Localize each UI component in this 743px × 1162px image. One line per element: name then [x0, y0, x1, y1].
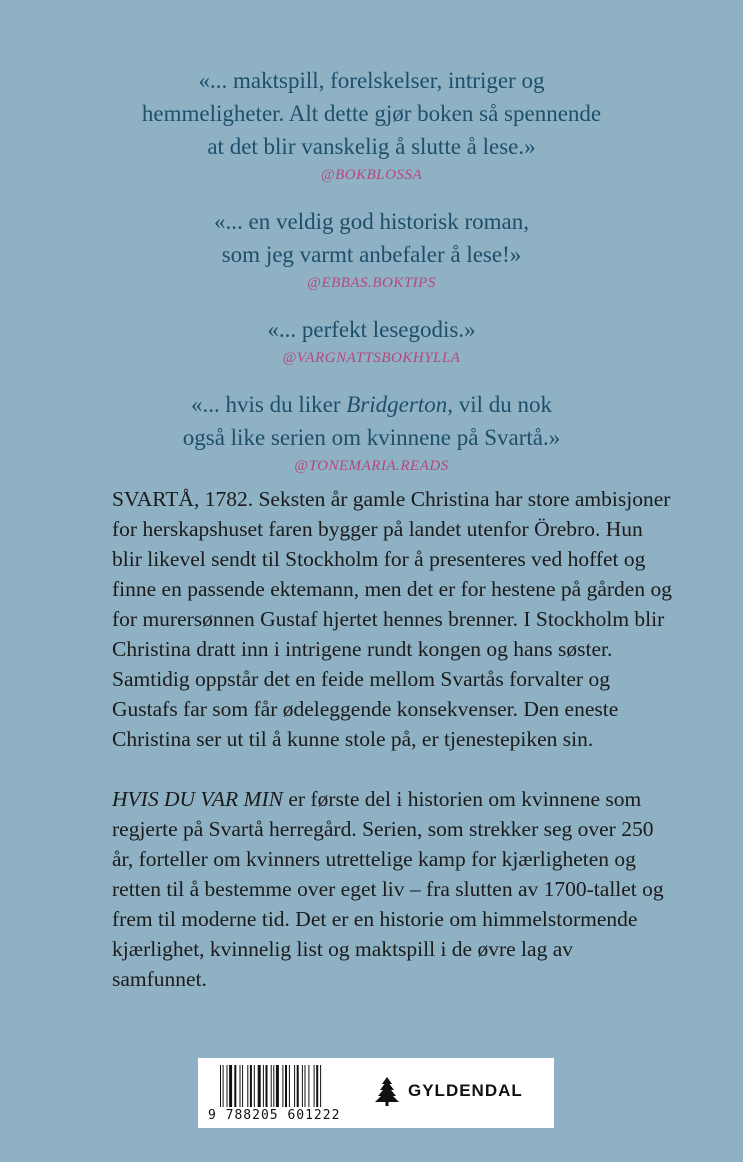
barcode-bar — [308, 1065, 309, 1107]
review-text: «... hvis du liker — [191, 392, 347, 417]
review-line: «... maktspill, forelskelser, intriger og — [198, 68, 545, 93]
book-description — [112, 484, 672, 994]
description-text: er første del i historien om kvinnene som regjerte på Svartå herregård. Serien, som strekker seg over 250 år, forteller om kvinners utrettelige kamp for kjærligheten og retten til å bestemme over eget liv – fra slutten av 1700-tallet og frem til moderne tid. Det er en historie om himmelstormende kjærlighet, kvinnelig list og maktspill i de øvre lag av samfunnet. — [112, 787, 664, 991]
barcode-bar — [302, 1065, 303, 1107]
barcode-bar — [305, 1065, 306, 1107]
barcode-bar — [285, 1065, 287, 1107]
barcode-bar — [276, 1065, 279, 1107]
barcode-bar — [320, 1065, 321, 1107]
review-1 — [0, 64, 743, 187]
barcode-bar — [220, 1065, 221, 1107]
barcode-bar — [282, 1065, 283, 1107]
barcode-bar — [247, 1065, 248, 1107]
review-2 — [0, 205, 743, 295]
barcode-bar — [273, 1065, 274, 1107]
barcode-bar — [289, 1065, 290, 1107]
review-line: «... perfekt lesegodis.» — [267, 317, 476, 342]
publisher-logo — [374, 1076, 523, 1106]
reviewer-handle: @TONEMARIA.READS — [294, 458, 449, 474]
review-line: at det blir vanskelig å slutte å lese.» — [207, 134, 536, 159]
reviewer-handle: @EBBAS.BOKTIPS — [307, 275, 436, 291]
barcode-bar — [234, 1065, 236, 1107]
barcode-bar — [250, 1065, 252, 1107]
review-quotes — [0, 64, 743, 496]
barcode-bar — [263, 1065, 264, 1107]
barcode-bar — [229, 1065, 232, 1107]
barcode — [220, 1065, 360, 1107]
review-text: , vil du nok — [447, 392, 552, 417]
barcode-bar — [242, 1065, 243, 1107]
series-title: Bridgerton — [346, 392, 448, 417]
review-line: hemmeligheter. Alt dette gjør boken så spennende — [141, 101, 602, 126]
barcode-bar — [258, 1065, 261, 1107]
publisher-name: GYLDENDAL — [408, 1081, 523, 1100]
barcode-bar — [223, 1065, 224, 1107]
review-line: også like serien om kvinnene på Svartå.» — [182, 425, 561, 450]
review-line: «... en veldig god historisk roman, — [214, 209, 529, 234]
barcode-bar — [297, 1065, 299, 1107]
book-title: HVIS DU VAR MIN — [112, 787, 283, 811]
barcode-bar — [227, 1065, 228, 1107]
isbn-number: 9 788205 601222 — [208, 1108, 341, 1123]
barcode-bar — [240, 1065, 241, 1107]
tree-icon — [374, 1076, 400, 1106]
review-3 — [0, 313, 743, 370]
barcode-bar — [266, 1065, 268, 1107]
reviewer-handle: @VARGNATTSBOKHYLLA — [282, 350, 461, 366]
barcode-bar — [294, 1065, 295, 1107]
barcode-bar — [254, 1065, 255, 1107]
barcode-panel — [198, 1058, 554, 1128]
barcode-bar — [316, 1065, 318, 1107]
description-paragraph — [112, 784, 672, 994]
review-4 — [0, 388, 743, 478]
barcode-bar — [314, 1065, 315, 1107]
description-paragraph: SVARTÅ, 1782. Seksten år gamle Christina har store ambisjoner for herskapshuset faren bygger på landet utenfor Örebro. Hun blir likevel sendt til Stockholm for å presenteres ved hoffet og finne en passende ektemann, men det er for hestene på gården og for murersønnen Gustaf hjertet hennes brenner. I Stockholm blir Christina dratt inn i intrigene rundt kongen og hans søster. Samtidig oppstår det en feide mellom Svartås forvalter og Gustafs far som får ødeleggende konsekvenser. Den eneste Christina ser ut til å kunne stole på, er tjenestepiken sin. — [112, 487, 672, 751]
review-line: som jeg varmt anbefaler å lese!» — [221, 242, 522, 267]
reviewer-handle: @BOKBLOSSA — [320, 167, 423, 183]
barcode-bar — [271, 1065, 272, 1107]
review-line — [0, 388, 743, 421]
